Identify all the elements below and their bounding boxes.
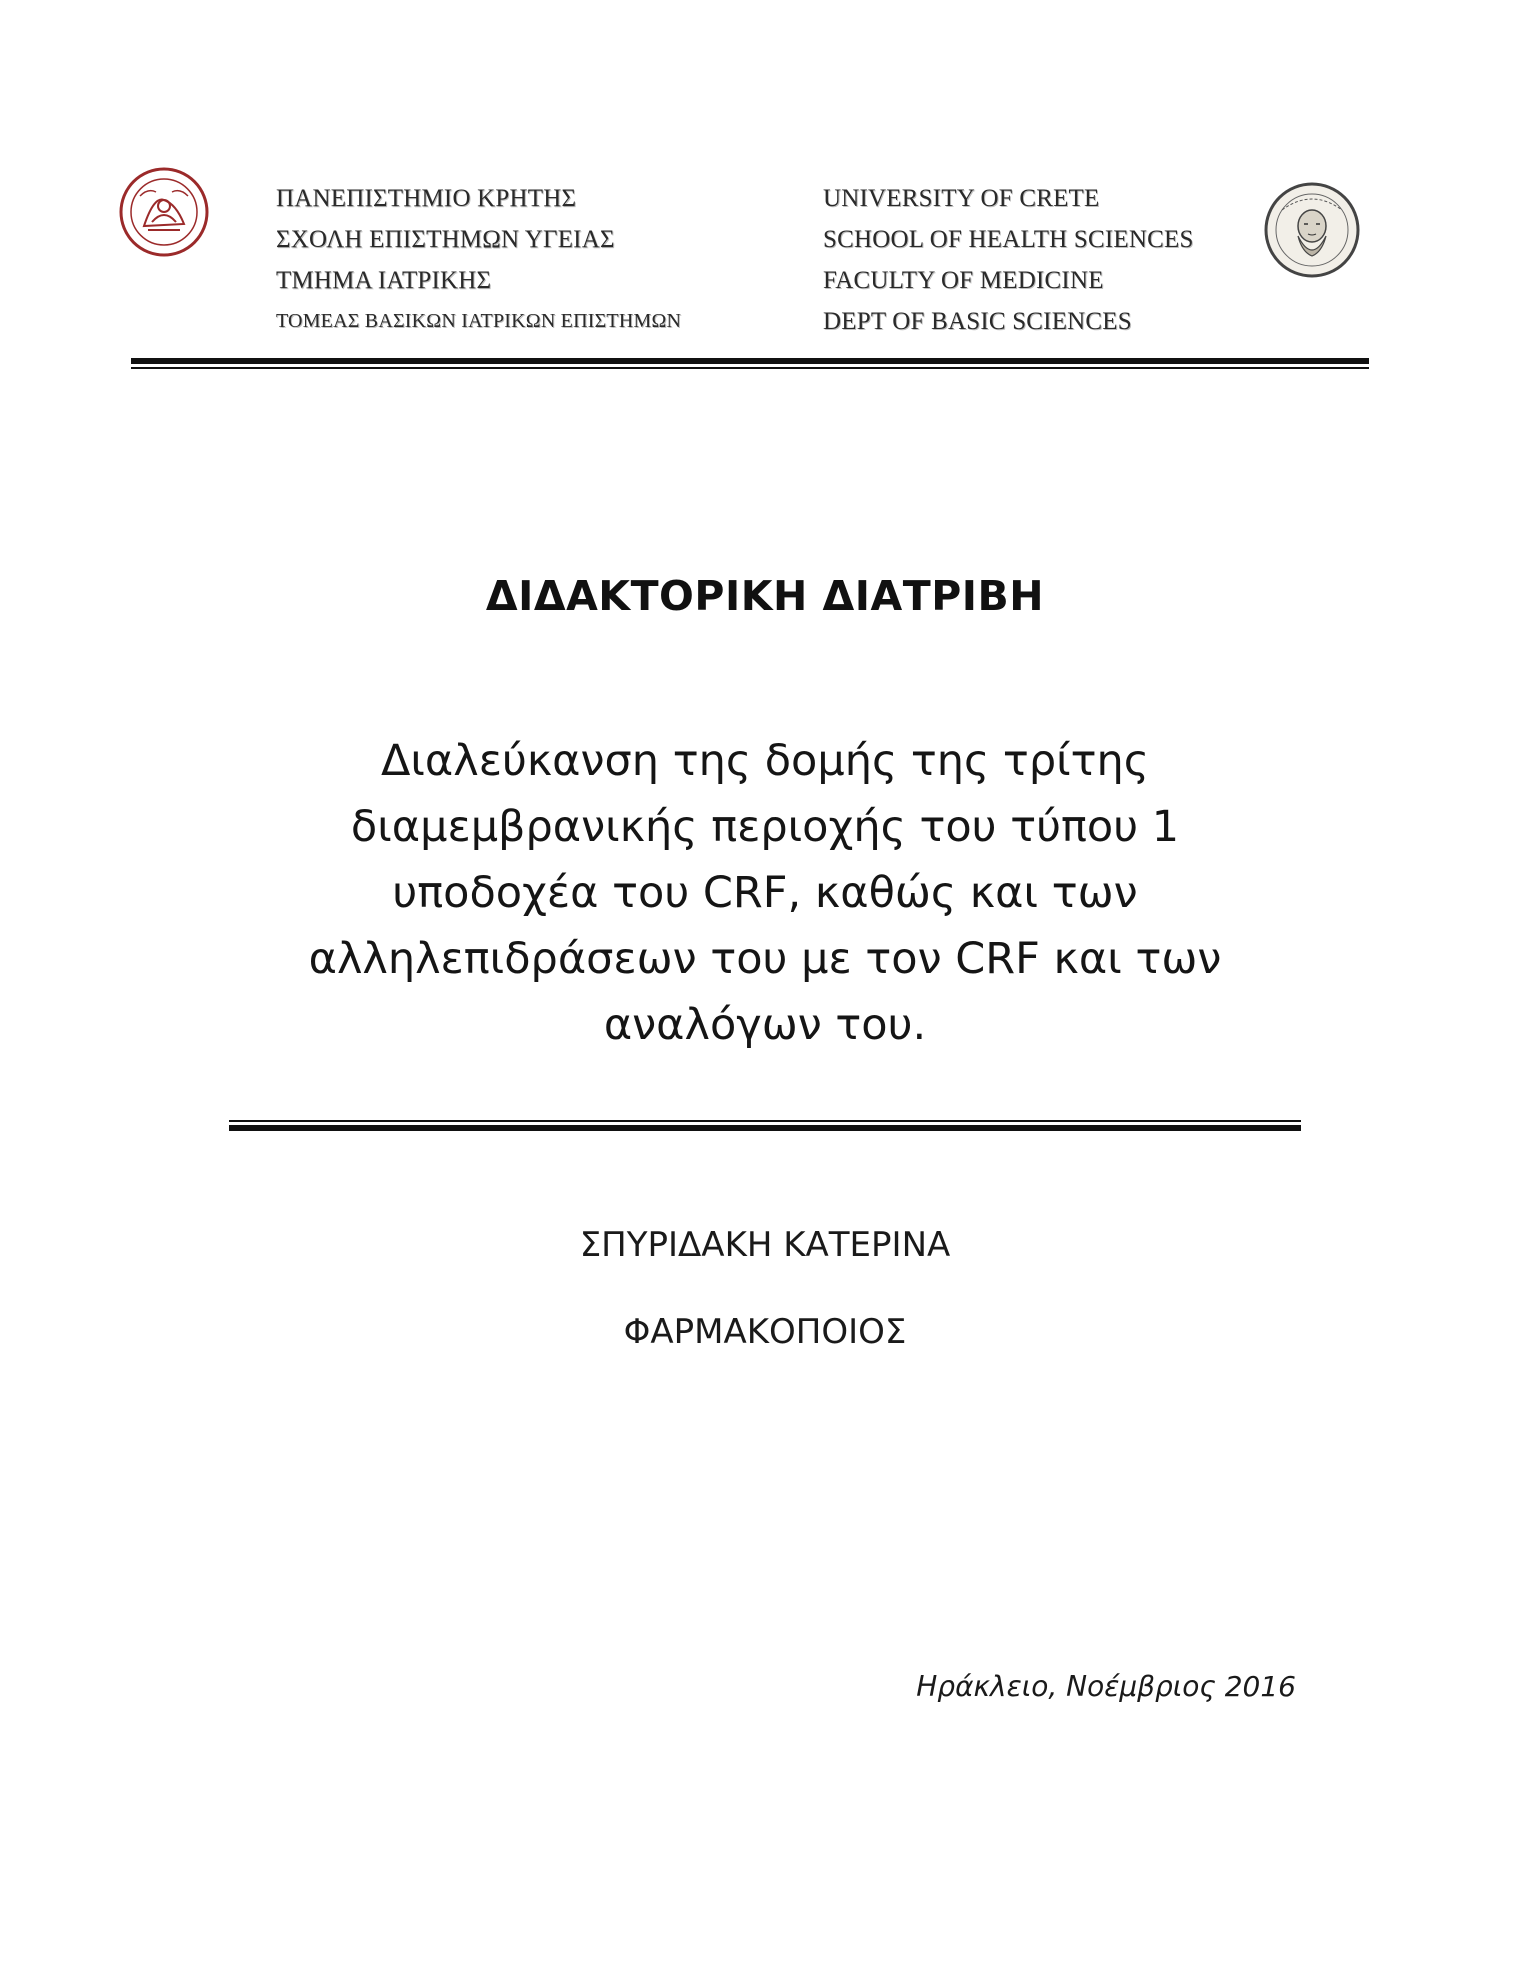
header-greek [276, 178, 681, 342]
header-english-line-3: FACULTY OF MEDICINE [823, 267, 1104, 294]
title-divider [229, 1120, 1301, 1131]
thesis-title-line-3: υποδοχέα του CRF, καθώς και των [392, 868, 1138, 918]
header-english-line-2: SCHOOL OF HEALTH SCIENCES [823, 226, 1194, 253]
university-seal-icon [118, 166, 210, 258]
header-greek-line-2: ΣΧΟΛΗ ΕΠΙΣΤΗΜΩΝ ΥΓΕΙΑΣ [276, 226, 615, 253]
header-english [823, 178, 1194, 342]
medical-school-seal-icon [1262, 180, 1362, 280]
header-greek-line-3: ΤΜΗΜΑ ΙΑΤΡΙΚΗΣ [276, 267, 492, 294]
header-greek-line-1: ΠΑΝΕΠΙΣΤΗΜΙΟ ΚΡΗΤΗΣ [276, 185, 577, 212]
author-name: ΣΠΥΡΙΔΑΚΗ ΚΑΤΕΡΙΝΑ [579, 1225, 951, 1265]
header-english-line-4: DEPT OF BASIC SCIENCES [823, 308, 1132, 335]
document-type: ΔΙΔΑΚΤΟΡΙΚΗ ΔΙΑΤΡΙΒΗ [485, 572, 1045, 620]
header-divider [131, 358, 1369, 369]
author-profession: ΦΑΡΜΑΚΟΠΟΙΟΣ [623, 1312, 907, 1352]
thesis-title-line-1: Διαλεύκανση της δομής της τρίτης [380, 736, 1150, 786]
thesis-title [190, 728, 1340, 1058]
thesis-title-line-4: αλληλεπιδράσεων του με τον CRF και των [308, 934, 1222, 984]
header-greek-line-4: ΤΟΜΕΑΣ ΒΑΣΙΚΩΝ ΙΑΤΡΙΚΩΝ ΕΠΙΣΤΗΜΩΝ [276, 310, 682, 332]
thesis-title-line-2: διαμεμβρανικής περιοχής του τύπου 1 [350, 802, 1180, 852]
place-date: Ηράκλειο, Νοέμβριος 2016 [916, 1670, 1296, 1703]
thesis-title-line-5: αναλόγων του. [603, 1000, 927, 1050]
header-english-line-1: UNIVERSITY OF CRETE [823, 185, 1100, 212]
